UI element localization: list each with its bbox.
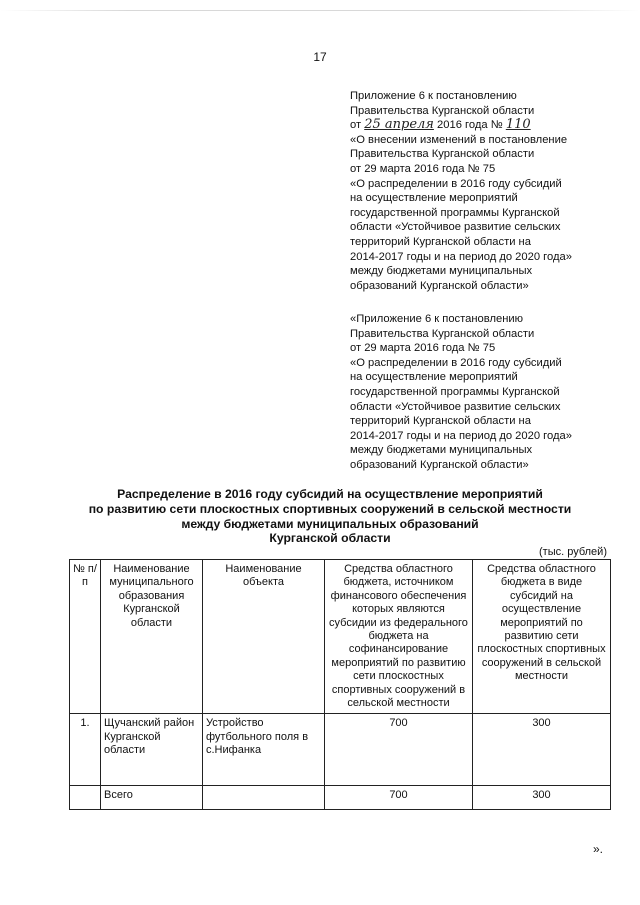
header-cell-number: № п/п [70,560,101,714]
title-line: между бюджетами муниципальных образований [181,516,479,531]
appendix-line: образований Курганской области» [350,279,529,292]
cell-municipality: Щучанский район Курганской области [101,714,203,786]
appendix-date-line [350,118,620,133]
closing-quote: ». [593,842,604,856]
appendix-line: территорий Курганской области на [350,415,531,428]
appendix-line: Приложение 6 к постановлению [350,90,517,102]
table-row [70,714,611,786]
unit-label: (тыс. рублей) [539,546,607,558]
subsidy-table [69,559,611,810]
appendix-amendment-block [350,89,620,293]
appendix-line: «Приложение 6 к постановлению [350,313,524,325]
table-total-row [70,786,611,810]
cell-object: Устройство футбольного поля в с.Нифанка [203,714,325,786]
header-cell-federal-funds: Средства областного бюджета, источником финансового обеспечения которых являются субсидии из федерального бюджета на софинансирование мероприятий по развитию сети плоскостных спортивных сооружений в сельской местности [325,560,473,714]
appendix-line: территорий Курганской области на [350,235,531,248]
cell-regional-funds: 300 [473,714,611,786]
appendix-line: «О распределении в 2016 году субсидий [350,356,562,369]
appendix-line: от 29 марта 2016 года № 75 [350,162,496,175]
appendix-line: от 29 марта 2016 года № 75 [350,342,496,355]
appendix-line: Правительства Курганской области [350,104,535,117]
date-prefix: от [350,119,362,132]
appendix-original-block [350,312,620,473]
handwritten-date: 25 апреля [364,117,434,133]
cell-total-regional: 300 [473,786,611,810]
table-header-row [70,560,611,714]
header-cell-municipality: Наименование муниципального образования Курганской области [101,560,203,714]
document-title [60,487,600,546]
header-cell-object: Наименование объекта [203,560,325,714]
appendix-line: на осуществление мероприятий [350,192,518,205]
appendix-line: между бюджетами муниципальных [350,265,533,278]
appendix-line: 2014-2017 годы и на период до 2020 года» [350,250,572,263]
cell-number: 1. [70,714,101,786]
appendix-line: Правительства Курганской области [350,327,535,340]
appendix-line: 2014-2017 годы и на период до 2020 года» [350,429,572,442]
appendix-line: области «Устойчивое развитие сельских [350,221,561,234]
page-number: 17 [313,50,327,64]
title-line: Распределение в 2016 году субсидий на осуществление мероприятий [117,487,543,501]
appendix-line: государственной программы Курганской [350,206,560,219]
appendix-line: «О распределении в 2016 году субсидий [350,177,562,190]
appendix-line: Правительства Курганской области [350,148,535,161]
header-cell-regional-funds: Средства областного бюджета в виде субсидий на осуществление мероприятий по развитию сети плоскостных спортивных сооружений в сельской местности [473,560,611,714]
cell-total-federal: 700 [325,786,473,810]
title-line: по развитию сети плоскостных спортивных сооружений в сельской местности [88,501,572,516]
appendix-line: государственной программы Курганской [350,385,560,398]
appendix-line: образований Курганской области» [350,458,529,471]
date-suffix: 2016 года № [437,119,503,132]
handwritten-number: 110 [505,117,531,133]
title-line: Курганской области [269,531,391,546]
cell-federal-funds: 700 [325,714,473,786]
scan-artifact-line [0,10,640,11]
appendix-line: «О внесении изменений в постановление [350,133,568,146]
appendix-line: на осуществление мероприятий [350,371,518,384]
appendix-line: между бюджетами муниципальных [350,444,533,457]
cell-number [70,786,101,810]
cell-total-label: Всего [101,786,203,810]
appendix-line: области «Устойчивое развитие сельских [350,400,561,413]
cell-object [203,786,325,810]
